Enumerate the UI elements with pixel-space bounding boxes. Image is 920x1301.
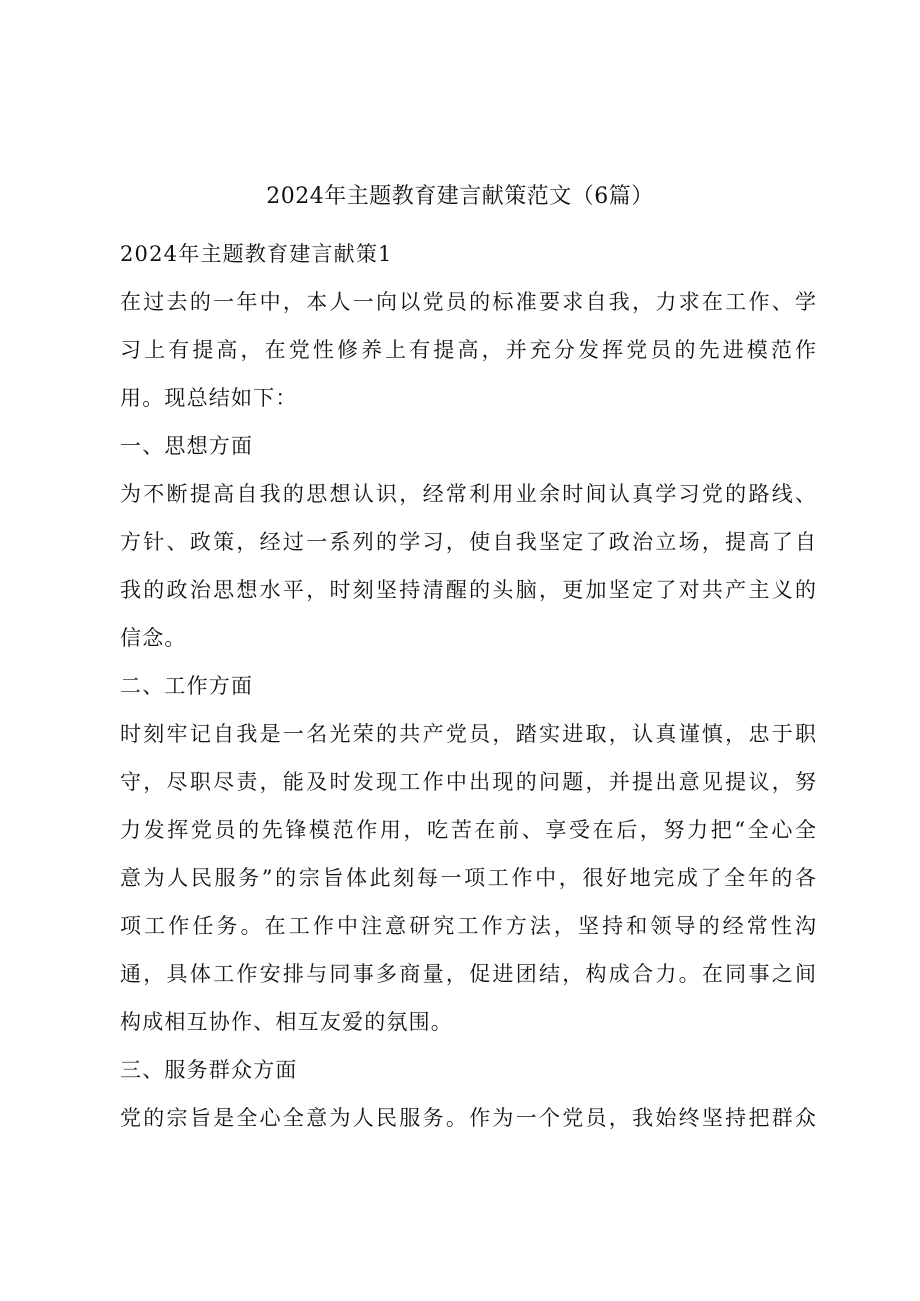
paragraph-line: 项工作任务。在工作中注意研究工作方法，坚持和领导的经常性沟 — [120, 914, 816, 938]
paragraph-line: 方针、政策，经过一系列的学习，使自我坚定了政治立场，提高了自 — [120, 530, 816, 554]
paragraph-line: 我的政治思想水平，时刻坚持清醒的头脑，更加坚定了对共产主义的 — [120, 578, 816, 602]
paragraph-line: 守，尽职尽责，能及时发现工作中出现的问题，并提出意见提议，努 — [120, 770, 816, 794]
paragraph-line: 通，具体工作安排与同事多商量，促进团结，构成合力。在同事之间 — [120, 962, 816, 986]
paragraph-line: 为不断提高自我的思想认识，经常利用业余时间认真学习党的路线、 — [120, 482, 816, 506]
subheading-thought: 一、思想方面 — [120, 434, 254, 458]
document-title: 2024年主题教育建言献策范文（6篇） — [266, 184, 654, 209]
paragraph-line: 意为人民服务”的宗旨体此刻每一项工作中，很好地完成了全年的各 — [120, 866, 816, 890]
paragraph-line: 习上有提高，在党性修养上有提高，并充分发挥党员的先进模范作 — [120, 338, 816, 362]
subheading-work: 二、工作方面 — [120, 674, 254, 698]
paragraph-line: 力发挥党员的先锋模范作用，吃苦在前、享受在后，努力把“全心全 — [120, 818, 816, 842]
section-heading: 2024年主题教育建言献策1 — [120, 242, 393, 266]
subheading-service: 三、服务群众方面 — [120, 1058, 298, 1082]
paragraph-line: 党的宗旨是全心全意为人民服务。作为一个党员，我始终坚持把群众 — [120, 1106, 816, 1130]
paragraph-line: 在过去的一年中，本人一向以党员的标准要求自我，力求在工作、学 — [120, 290, 816, 314]
paragraph-line: 用。现总结如下： — [120, 386, 298, 410]
paragraph-line: 时刻牢记自我是一名光荣的共产党员，踏实进取，认真谨慎，忠于职 — [120, 722, 816, 746]
paragraph-line: 构成相互协作、相互友爱的氛围。 — [120, 1010, 453, 1034]
paragraph-line: 信念。 — [120, 626, 187, 650]
